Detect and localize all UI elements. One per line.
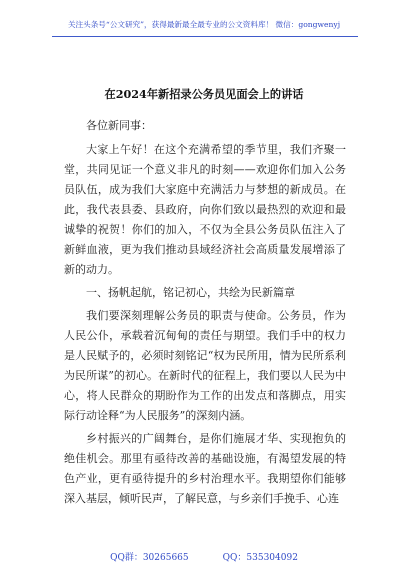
document-title: 在2024年新招录公务员见面会上的讲话 xyxy=(104,87,304,101)
paragraph-opening: 大家上午好！在这个充满希望的季节里，我们齐聚一堂，共同见证一个意义非凡的时刻——欢迎你们加入公务员队伍，成为我们大家庭中充满活力与梦想的新成员。在此，我代表县委、县政府，向你们致以最热烈的欢迎和最诚挚的祝贺！你们的加入，不仅为全县公务员队伍注入了新鲜血液，更为我们推动县域经济社会高质量发展增添了新的动力。 xyxy=(64,143,346,276)
header-divider xyxy=(52,36,358,37)
greeting: 各位新同事： xyxy=(86,119,152,132)
section-heading: 一、扬帆起航，铭记初心，共绘为民新篇章 xyxy=(86,286,295,299)
footer-contact xyxy=(0,550,408,563)
document-body xyxy=(64,116,346,509)
header-note: 关注头条号“公文研究”，获得最新最全最专业的公文资料库！ 微信：gongwenyj xyxy=(67,20,341,29)
footer-qq-group: QQ群：30265665 xyxy=(110,553,189,563)
footer-qq: QQ：535304092 xyxy=(222,553,298,563)
paragraph-rural: 乡村振兴的广阔舞台，是你们施展才华、实现抱负的绝佳机会。那里有亟待改善的基础设施，有渴望发展的特色产业，更有亟待提升的乡村治理水平。我期望你们能够深入基层，倾听民声，了解民意，与乡亲们手挽手、心连 xyxy=(64,432,346,505)
paragraph-duty: 我们要深刻理解公务员的职责与使命。公务员，作为人民公仆，承载着沉甸甸的责任与期望。我们手中的权力是人民赋予的，必须时刻铭记“权为民所用，情为民所系利为民所谋”的初心。在新时代的征程上，我们要以人民为中心，将人民群众的期盼作为工作的出发点和落脚点，用实际行动诠释“为人民服务”的深刻内涵。 xyxy=(64,309,346,422)
